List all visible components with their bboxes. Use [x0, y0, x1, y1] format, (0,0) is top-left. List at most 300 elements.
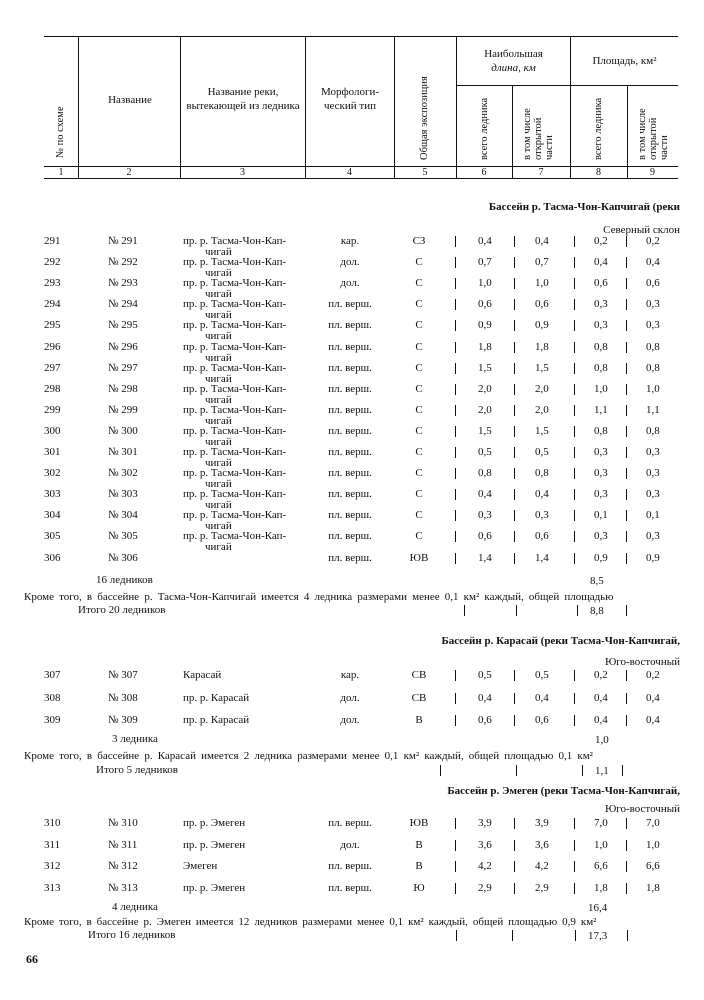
length-open: 0,5 — [535, 446, 549, 458]
river-name: пр. р. Тасма-Чон-Кап- — [183, 467, 287, 480]
glacier-name: № 313 — [108, 881, 138, 894]
scheme-number: 312 — [44, 860, 61, 872]
river-name-cont: чигай — [205, 499, 232, 512]
length-open: 0,8 — [535, 467, 549, 480]
river-name-cont: чигай — [205, 520, 232, 533]
tick-mark — [516, 765, 517, 776]
river-name: пр. р. Тасма-Чон-Кап- — [183, 446, 287, 458]
area-open: 0,6 — [646, 277, 660, 290]
tick-mark — [514, 278, 515, 289]
area-total: 0,8 — [594, 424, 608, 437]
length-open: 0,4 — [535, 691, 549, 704]
tick-mark — [455, 278, 456, 289]
tick-mark — [455, 320, 456, 331]
area-total: 0,6 — [594, 277, 608, 290]
length-open: 3,6 — [535, 838, 549, 851]
length-total: 2,0 — [478, 403, 492, 416]
header-name: Название — [108, 94, 152, 106]
tick-mark — [626, 299, 627, 310]
length-total: 0,9 — [478, 319, 492, 332]
morph-type: кар. — [340, 235, 360, 247]
glacier-name: № 292 — [108, 256, 138, 269]
tick-mark — [456, 930, 457, 941]
tick-mark — [574, 426, 575, 437]
tick-mark — [626, 363, 627, 374]
river-name: пр. р. Тасма-Чон-Кап- — [183, 277, 287, 290]
header-col-divider — [627, 85, 628, 178]
exposition: С — [415, 277, 423, 290]
glacier-name: № 294 — [108, 298, 138, 311]
tick-mark — [514, 468, 515, 479]
length-total: 0,5 — [478, 669, 492, 681]
river-name-cont: чигай — [205, 288, 232, 301]
tick-mark — [622, 765, 623, 776]
tick-mark — [440, 765, 441, 776]
river-name: пр. р. Тасма-Чон-Кап- — [183, 319, 287, 332]
length-open: 1,8 — [535, 340, 549, 353]
header-col-divider — [180, 36, 181, 178]
river-name: пр. р. Тасма-Чон-Кап- — [183, 509, 287, 522]
tick-mark — [574, 320, 575, 331]
area-total: 0,3 — [594, 446, 608, 458]
area-open: 0,4 — [646, 256, 660, 269]
tick-mark — [626, 840, 627, 851]
length-open: 0,7 — [535, 256, 549, 269]
tick-mark — [514, 861, 515, 872]
length-total: 2,0 — [478, 382, 492, 395]
length-total: 0,7 — [478, 256, 492, 269]
morph-type: пл. верш. — [328, 298, 372, 311]
glacier-name: № 304 — [108, 509, 138, 522]
river-name: пр. р. Эмеген — [183, 881, 246, 894]
glacier-name: № 306 — [108, 551, 138, 564]
tick-mark — [627, 930, 628, 941]
tick-mark — [626, 426, 627, 437]
scheme-number: 293 — [44, 277, 61, 290]
river-name-cont: чигай — [205, 330, 232, 343]
exposition: С — [415, 319, 423, 332]
tick-mark — [514, 715, 515, 726]
length-open: 2,0 — [535, 382, 549, 395]
tick-mark — [574, 489, 575, 500]
total-area: 8,8 — [590, 605, 604, 617]
length-total: 0,6 — [478, 530, 492, 543]
length-total: 0,4 — [478, 488, 492, 501]
area-open: 0,8 — [646, 361, 660, 374]
tick-mark — [574, 818, 575, 829]
exposition: ЮВ — [409, 551, 429, 564]
area-total: 0,8 — [594, 340, 608, 353]
basin-note: Кроме того, в бассейне р. Тасма-Чон-Капчигай имеется 4 ледника размерами менее 0,1 км² каждый, общей площадью — [24, 591, 614, 603]
tick-mark — [514, 426, 515, 437]
header-area-total: всего ледника — [593, 97, 604, 160]
tick-mark — [575, 930, 576, 941]
tick-mark — [455, 299, 456, 310]
exposition: В — [415, 714, 423, 726]
morph-type: пл. верш. — [328, 881, 372, 894]
scheme-number: 298 — [44, 382, 61, 395]
tick-mark — [574, 715, 575, 726]
morph-type: пл. верш. — [328, 446, 372, 458]
scheme-number: 296 — [44, 340, 61, 353]
header-col-divider — [512, 85, 513, 178]
col-number: 9 — [650, 167, 655, 178]
length-total: 1,5 — [478, 424, 492, 437]
tick-mark — [574, 670, 575, 681]
area-total: 0,4 — [594, 256, 608, 269]
river-name: пр. р. Тасма-Чон-Кап- — [183, 424, 287, 437]
header-top-rule — [44, 36, 678, 37]
total-area: 17,3 — [588, 930, 608, 942]
area-open: 1,1 — [646, 403, 660, 416]
length-total: 1,5 — [478, 361, 492, 374]
area-total: 0,2 — [594, 669, 608, 681]
scheme-number: 307 — [44, 669, 61, 681]
length-total: 3,6 — [478, 838, 492, 851]
header-length-open-l1: в том числе — [522, 108, 533, 160]
river-name: пр. р. Эмеген — [183, 838, 246, 851]
river-name: пр. р. Карасай — [183, 714, 250, 726]
header-area-group: Площадь, км² — [592, 55, 657, 67]
scheme-number: 311 — [44, 838, 61, 851]
river-name: пр. р. Тасма-Чон-Кап- — [183, 235, 287, 247]
scheme-number: 304 — [44, 509, 61, 522]
scheme-number: 299 — [44, 403, 61, 416]
header-area-open-l1: в том числе — [637, 108, 648, 160]
scheme-number: 295 — [44, 319, 61, 332]
scheme-number: 294 — [44, 298, 61, 311]
tick-mark — [574, 236, 575, 247]
exposition: СЗ — [412, 235, 426, 247]
count-label: 4 ледника — [112, 901, 158, 913]
length-total: 0,6 — [478, 298, 492, 311]
page-number: 66 — [26, 952, 38, 966]
count-label: 3 ледника — [112, 733, 158, 745]
tick-mark — [582, 765, 583, 776]
area-open: 0,1 — [646, 509, 660, 522]
scheme-number: 297 — [44, 361, 61, 374]
total-label: Итого 16 ледников — [88, 929, 176, 941]
length-total: 0,5 — [478, 446, 492, 458]
length-open: 0,4 — [535, 235, 549, 247]
area-open: 0,3 — [646, 446, 660, 458]
area-total: 0,2 — [594, 235, 608, 247]
count-label: 16 ледников — [96, 574, 153, 586]
river-name: пр. р. Эмеген — [183, 817, 246, 829]
tick-mark — [574, 447, 575, 458]
tick-mark — [626, 384, 627, 395]
tick-mark — [455, 553, 456, 564]
river-name-cont: чигай — [205, 414, 232, 427]
length-open: 4,2 — [535, 860, 549, 872]
col-number: 5 — [422, 167, 428, 178]
area-total: 0,3 — [594, 530, 608, 543]
tick-mark — [514, 693, 515, 704]
tick-mark — [626, 447, 627, 458]
length-total: 4,2 — [478, 860, 492, 872]
length-total: 0,4 — [478, 691, 492, 704]
basin-title: Бассейн р. Карасай (реки Тасма-Чон-Капчигай, — [441, 635, 680, 647]
basin-note: Кроме того, в бассейне р. Карасай имеется 2 ледника размерами менее 0,1 км² каждый, общей площадью 0,1 км² — [24, 750, 593, 762]
morph-type: пл. верш. — [328, 424, 372, 437]
tick-mark — [574, 468, 575, 479]
tick-mark — [574, 342, 575, 353]
river-name: пр. р. Тасма-Чон-Кап- — [183, 403, 287, 416]
area-open: 0,9 — [646, 551, 660, 564]
tick-mark — [626, 320, 627, 331]
glacier-name: № 305 — [108, 530, 138, 543]
length-total: 1,8 — [478, 340, 492, 353]
tick-mark — [626, 531, 627, 542]
tick-mark — [574, 693, 575, 704]
total-area: 1,1 — [595, 765, 609, 777]
length-total: 3,9 — [478, 817, 492, 829]
tick-mark — [455, 236, 456, 247]
tick-mark — [626, 489, 627, 500]
tick-mark — [574, 405, 575, 416]
morph-type: пл. верш. — [328, 530, 372, 543]
tick-mark — [455, 363, 456, 374]
tick-mark — [514, 489, 515, 500]
scheme-number: 292 — [44, 256, 61, 269]
tick-mark — [514, 342, 515, 353]
area-open: 6,6 — [646, 860, 660, 872]
area-total: 0,1 — [594, 509, 608, 522]
basin-title: Бассейн р. Тасма-Чон-Капчигай (реки — [488, 201, 680, 213]
area-open: 1,0 — [646, 382, 660, 395]
area-total: 0,4 — [594, 691, 608, 704]
length-total: 0,4 — [478, 235, 492, 247]
tick-mark — [455, 405, 456, 416]
river-name: Эмеген — [183, 860, 218, 872]
morph-type: пл. верш. — [328, 340, 372, 353]
area-total: 1,1 — [594, 403, 608, 416]
length-open: 0,6 — [535, 530, 549, 543]
glacier-name: № 311 — [108, 838, 138, 851]
river-name: Карасай — [183, 669, 222, 681]
river-name-cont: чигай — [205, 541, 232, 554]
river-name-cont: чигай — [205, 435, 232, 448]
length-total: 0,6 — [478, 714, 492, 726]
exposition: С — [415, 467, 423, 480]
length-open: 3,9 — [535, 817, 549, 829]
tick-mark — [514, 447, 515, 458]
area-total: 0,9 — [594, 551, 608, 564]
exposition: С — [415, 424, 423, 437]
river-name: пр. р. Тасма-Чон-Кап- — [183, 382, 287, 395]
tick-mark — [626, 405, 627, 416]
tick-mark — [455, 531, 456, 542]
exposition: С — [415, 361, 423, 374]
tick-mark — [626, 278, 627, 289]
tick-mark — [626, 605, 627, 616]
tick-mark — [514, 510, 515, 521]
scheme-number: 291 — [44, 235, 61, 247]
scheme-number: 309 — [44, 714, 61, 726]
exposition: С — [415, 382, 423, 395]
morph-type: дол. — [340, 691, 360, 704]
glacier-name: № 295 — [108, 319, 138, 332]
exposition: С — [415, 488, 423, 501]
header-col-divider — [78, 36, 79, 178]
river-name: пр. р. Карасай — [183, 691, 250, 704]
glacier-name: № 291 — [108, 235, 138, 247]
exposition: В — [415, 860, 423, 872]
tick-mark — [574, 861, 575, 872]
tick-mark — [514, 405, 515, 416]
col-number: 6 — [481, 167, 487, 178]
col-number: 2 — [126, 167, 132, 178]
slope-title: Северный склон — [603, 224, 680, 236]
area-total: 0,3 — [594, 488, 608, 501]
exposition: С — [415, 340, 423, 353]
tick-mark — [574, 510, 575, 521]
tick-mark — [626, 257, 627, 268]
total-label: Итого 5 ледников — [96, 764, 178, 776]
tick-mark — [514, 384, 515, 395]
tick-mark — [455, 818, 456, 829]
area-open: 7,0 — [646, 817, 660, 829]
area-open: 0,2 — [646, 235, 660, 247]
col-number: 7 — [538, 167, 544, 178]
morph-type: пл. верш. — [328, 403, 372, 416]
tick-mark — [626, 693, 627, 704]
tick-mark — [464, 605, 465, 616]
area-open: 0,3 — [646, 319, 660, 332]
river-name: пр. р. Тасма-Чон-Кап- — [183, 530, 287, 543]
length-total: 0,3 — [478, 509, 492, 522]
length-open: 0,6 — [535, 298, 549, 311]
basin-title: Бассейн р. Эмеген (реки Тасма-Чон-Капчигай, — [447, 785, 680, 797]
header-length-open-l2: открытой — [533, 117, 544, 160]
scheme-number: 305 — [44, 530, 61, 543]
glacier-name: № 299 — [108, 403, 138, 416]
length-open: 1,5 — [535, 424, 549, 437]
header-subgroup-rule — [456, 85, 678, 86]
exposition: С — [415, 403, 423, 416]
exposition: С — [415, 530, 423, 543]
tick-mark — [514, 553, 515, 564]
river-name-cont: чигай — [205, 267, 232, 280]
length-open: 0,3 — [535, 509, 549, 522]
glacier-name: № 312 — [108, 860, 138, 872]
exposition: С — [415, 256, 423, 269]
morph-type: пл. верш. — [328, 817, 372, 829]
tick-mark — [514, 840, 515, 851]
tick-mark — [574, 363, 575, 374]
river-name: пр. р. Тасма-Чон-Кап- — [183, 298, 287, 311]
tick-mark — [626, 510, 627, 521]
river-name: пр. р. Тасма-Чон-Кап- — [183, 488, 287, 501]
river-name: пр. р. Тасма-Чон-Кап- — [183, 340, 287, 353]
glacier-name: № 310 — [108, 817, 138, 829]
morph-type: пл. верш. — [328, 509, 372, 522]
tick-mark — [455, 883, 456, 894]
tick-mark — [455, 840, 456, 851]
river-name-cont: чигай — [205, 393, 232, 406]
glacier-name: № 302 — [108, 467, 138, 480]
scheme-number: 303 — [44, 488, 61, 501]
tick-mark — [626, 861, 627, 872]
tick-mark — [455, 342, 456, 353]
tick-mark — [626, 883, 627, 894]
morph-type: дол. — [340, 256, 360, 269]
area-total: 0,3 — [594, 319, 608, 332]
tick-mark — [574, 384, 575, 395]
morph-type: пл. верш. — [328, 361, 372, 374]
length-open: 2,0 — [535, 403, 549, 416]
area-open: 0,3 — [646, 530, 660, 543]
total-label: Итого 20 ледников — [78, 604, 166, 616]
header-scheme-number: № по схеме — [55, 106, 66, 158]
header-river-line2: вытекающей из ледника — [186, 100, 300, 112]
glacier-name: № 297 — [108, 361, 138, 374]
length-total: 1,0 — [478, 277, 492, 290]
length-total: 2,9 — [478, 881, 492, 894]
tick-mark — [574, 553, 575, 564]
tick-mark — [455, 510, 456, 521]
area-open: 0,4 — [646, 691, 660, 704]
area-total: 0,3 — [594, 467, 608, 480]
tick-mark — [577, 605, 578, 616]
exposition: В — [415, 838, 423, 851]
area-open: 0,2 — [646, 669, 660, 681]
tick-mark — [574, 531, 575, 542]
header-morph-line2: ческий тип — [323, 100, 377, 112]
length-open: 1,4 — [535, 551, 549, 564]
exposition: ЮВ — [409, 817, 429, 829]
tick-mark — [574, 257, 575, 268]
tick-mark — [574, 299, 575, 310]
header-area-open-l3: части — [659, 135, 670, 160]
tick-mark — [626, 553, 627, 564]
col-number: 4 — [347, 167, 352, 178]
tick-mark — [626, 670, 627, 681]
glacier-name: № 300 — [108, 424, 138, 437]
count-area: 8,5 — [590, 575, 604, 587]
glacier-name: № 293 — [108, 277, 138, 290]
tick-mark — [514, 818, 515, 829]
tick-mark — [512, 930, 513, 941]
area-open: 0,3 — [646, 488, 660, 501]
morph-type: пл. верш. — [328, 467, 372, 480]
length-open: 0,6 — [535, 714, 549, 726]
scheme-number: 308 — [44, 691, 61, 704]
river-name-cont: чигай — [205, 457, 232, 469]
exposition: С — [415, 509, 423, 522]
river-name: пр. р. Тасма-Чон-Кап- — [183, 256, 287, 269]
area-open: 1,0 — [646, 838, 660, 851]
scheme-number: 313 — [44, 881, 61, 894]
header-area-open-l2: открытой — [648, 117, 659, 160]
exposition: Ю — [413, 881, 425, 894]
tick-mark — [455, 426, 456, 437]
area-total: 0,8 — [594, 361, 608, 374]
tick-mark — [514, 257, 515, 268]
glacier-name: № 298 — [108, 382, 138, 395]
tick-mark — [455, 861, 456, 872]
col-number: 8 — [596, 167, 601, 178]
tick-mark — [514, 236, 515, 247]
tick-mark — [455, 670, 456, 681]
length-open: 1,0 — [535, 277, 549, 290]
area-total: 1,8 — [594, 881, 608, 894]
header-length-group: Наибольшая — [484, 48, 543, 60]
col-number: 3 — [240, 167, 245, 178]
scheme-number: 300 — [44, 424, 61, 437]
length-open: 0,5 — [535, 669, 549, 681]
header-morph-line1: Морфологи- — [320, 86, 380, 98]
